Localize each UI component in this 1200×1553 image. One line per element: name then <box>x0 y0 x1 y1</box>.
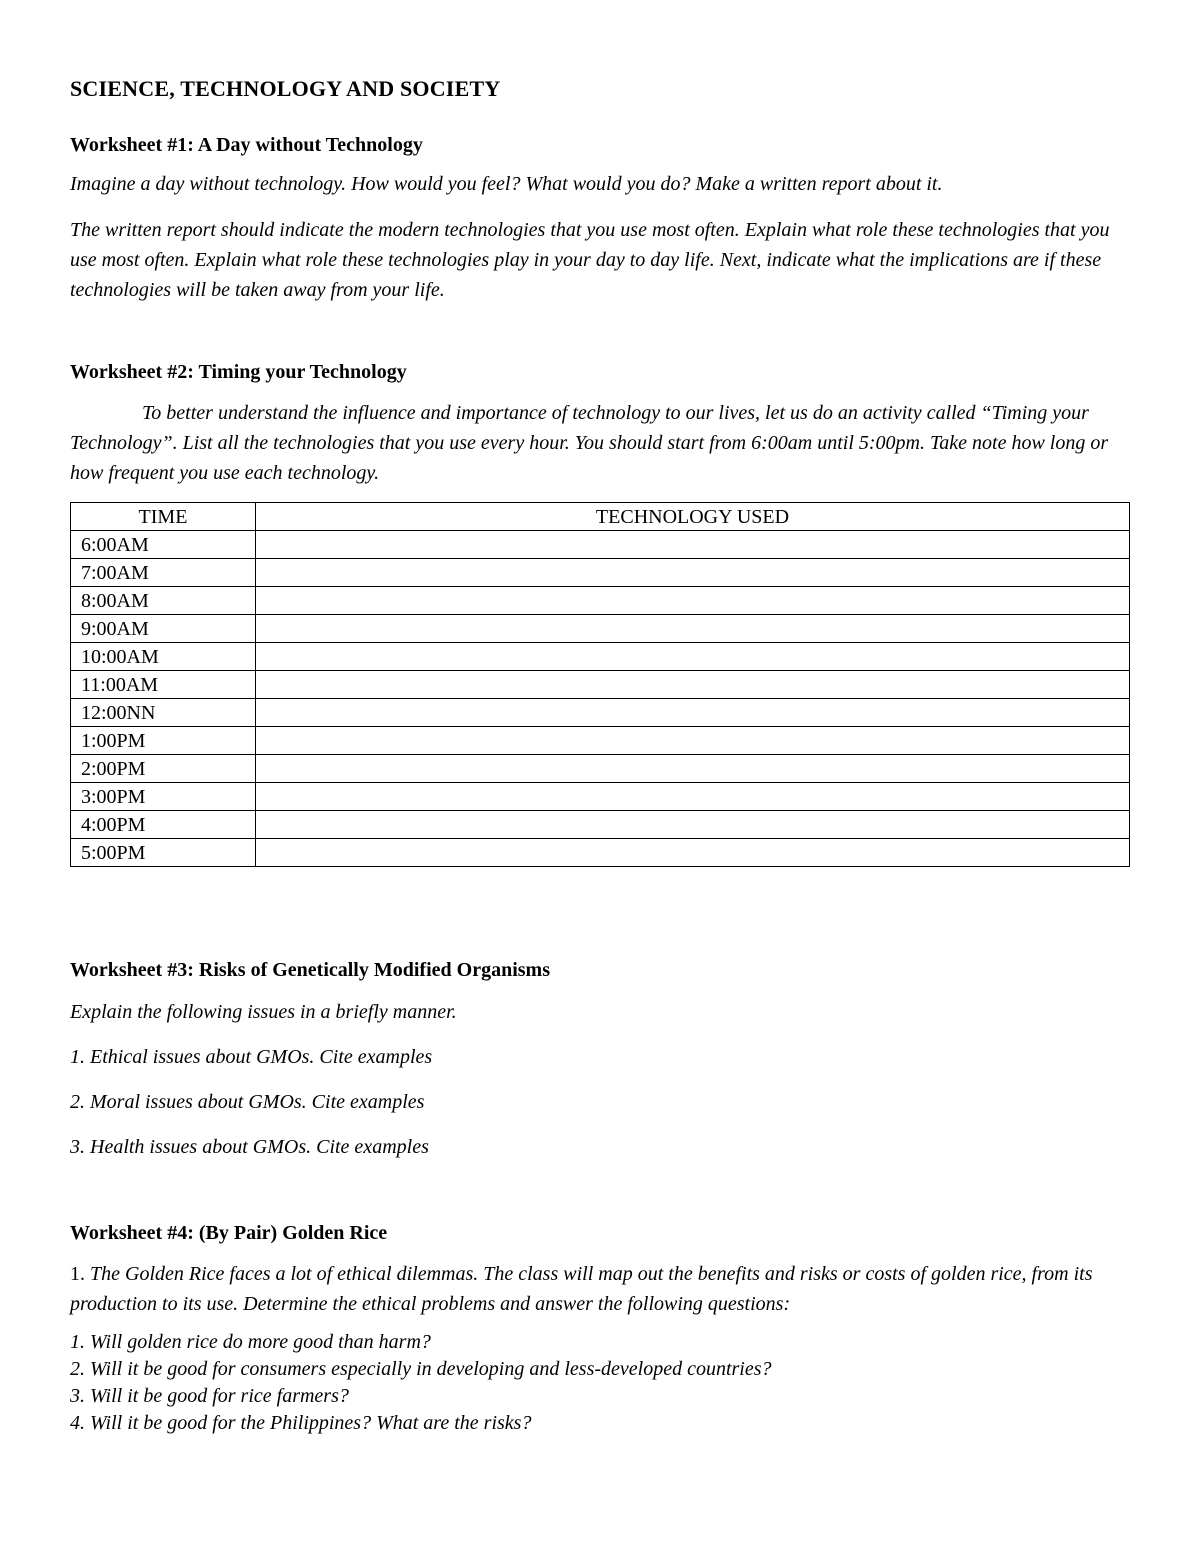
table-row <box>71 699 1130 727</box>
table-row <box>71 615 1130 643</box>
technology-used-cell[interactable] <box>256 615 1130 643</box>
table-row <box>71 811 1130 839</box>
worksheet-1-prompt: Imagine a day without technology. How would you feel? What would you do? Make a written report about it. <box>70 173 943 195</box>
worksheet-4-question: 1. Will golden rice do more good than harm? <box>70 1331 431 1353</box>
time-column-header: TIME <box>71 503 256 531</box>
table-row <box>71 531 1130 559</box>
technology-used-cell[interactable] <box>256 531 1130 559</box>
worksheet-4-question-list <box>70 1329 1130 1437</box>
worksheet-4-intro-text: The Golden Rice faces a lot of ethical dilemmas. The class will map out the benefits and risks or costs of golden rice, from its production to its use. Determine the ethical problems and answer the following questions: <box>70 1263 1093 1315</box>
worksheet-2-section <box>70 361 1130 867</box>
worksheet-3-prompt: Explain the following issues in a briefly manner. <box>70 1001 457 1023</box>
time-cell: 2:00PM <box>71 755 256 783</box>
technology-used-cell[interactable] <box>256 839 1130 867</box>
technology-used-cell[interactable] <box>256 783 1130 811</box>
technology-used-cell[interactable] <box>256 671 1130 699</box>
worksheet-4-intro-number: 1. <box>70 1263 85 1285</box>
time-cell: 1:00PM <box>71 727 256 755</box>
worksheet-1-section <box>70 134 1130 305</box>
worksheet-3-section <box>70 959 1130 1162</box>
worksheet-4-section <box>70 1222 1130 1437</box>
technology-used-cell[interactable] <box>256 727 1130 755</box>
technology-used-cell[interactable] <box>256 755 1130 783</box>
time-cell: 7:00AM <box>71 559 256 587</box>
table-row <box>71 643 1130 671</box>
time-cell: 11:00AM <box>71 671 256 699</box>
time-cell: 4:00PM <box>71 811 256 839</box>
technology-used-cell[interactable] <box>256 643 1130 671</box>
worksheet-2-heading: Worksheet #2: Timing your Technology <box>70 361 407 383</box>
time-cell: 10:00AM <box>71 643 256 671</box>
worksheet-2-body: To better understand the influence and importance of technology to our lives, let us do an activity called “Timing your Technology”. List all the technologies that you use every hour. You should start from 6:00am until 5:00pm. Take note how long or how frequent you use each technology. <box>70 402 1109 484</box>
worksheet-1-body: The written report should indicate the modern technologies that you use most often. Explain what role these technologies that you use most often. Explain what role these technologies play in your day to day life. Next, indicate what the implications are if these technologies will be taken away from your life. <box>70 219 1110 301</box>
document-page <box>70 70 1130 1437</box>
timing-table <box>70 502 1130 867</box>
table-row <box>71 671 1130 699</box>
time-cell: 8:00AM <box>71 587 256 615</box>
table-row <box>71 783 1130 811</box>
technology-column-header: TECHNOLOGY USED <box>256 503 1130 531</box>
table-row <box>71 839 1130 867</box>
worksheet-1-heading: Worksheet #1: A Day without Technology <box>70 134 423 156</box>
table-row <box>71 727 1130 755</box>
worksheet-3-item: 2. Moral issues about GMOs. Cite examples <box>70 1091 425 1113</box>
document-title: SCIENCE, TECHNOLOGY AND SOCIETY <box>70 76 501 101</box>
time-cell: 5:00PM <box>71 839 256 867</box>
technology-used-cell[interactable] <box>256 811 1130 839</box>
time-cell: 12:00NN <box>71 699 256 727</box>
worksheet-3-item: 3. Health issues about GMOs. Cite examples <box>70 1136 429 1158</box>
technology-used-cell[interactable] <box>256 699 1130 727</box>
time-cell: 3:00PM <box>71 783 256 811</box>
timing-table-header-row <box>71 503 1130 531</box>
technology-used-cell[interactable] <box>256 587 1130 615</box>
worksheet-4-question: 4. Will it be good for the Philippines? What are the risks? <box>70 1412 532 1434</box>
worksheet-4-heading: Worksheet #4: (By Pair) Golden Rice <box>70 1222 388 1244</box>
table-row <box>71 587 1130 615</box>
worksheet-4-intro <box>70 1259 1130 1319</box>
worksheet-3-heading: Worksheet #3: Risks of Genetically Modified Organisms <box>70 959 550 981</box>
table-row <box>71 755 1130 783</box>
time-cell: 9:00AM <box>71 615 256 643</box>
technology-used-cell[interactable] <box>256 559 1130 587</box>
time-cell: 6:00AM <box>71 531 256 559</box>
table-row <box>71 559 1130 587</box>
worksheet-4-question: 2. Will it be good for consumers especially in developing and less-developed countries? <box>70 1358 772 1380</box>
worksheet-4-question: 3. Will it be good for rice farmers? <box>70 1385 349 1407</box>
worksheet-3-item: 1. Ethical issues about GMOs. Cite examples <box>70 1046 433 1068</box>
